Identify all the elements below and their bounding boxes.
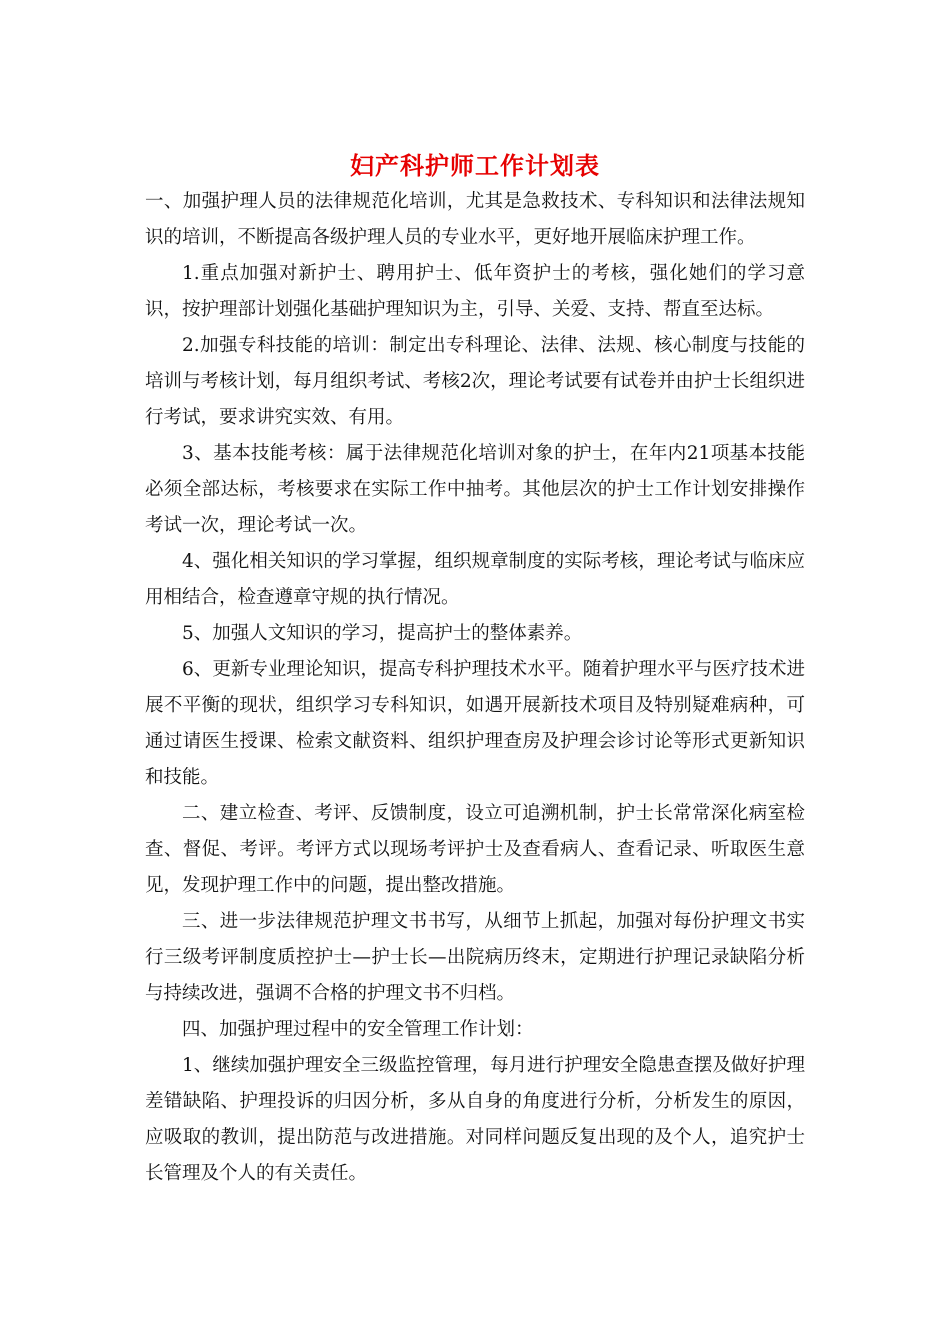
paragraph-7: 6、更新专业理论知识，提高专科护理技术水平。随着护理水平与医疗技术进展不平衡的现状，组织学习专科知识，如遇开展新技术项目及特别疑难病种，可通过请医生授课、检索文献资料、组织护理查房及护理会诊讨论等形式更新知识和技能。	[145, 659, 805, 788]
paragraph-1: 一、加强护理人员的法律规范化培训，尤其是急救技术、专科知识和法律法规知识的培训，不断提高各级护理人员的专业水平，更好地开展临床护理工作。	[145, 191, 805, 248]
paragraph-5: 4、强化相关知识的学习掌握，组织规章制度的实际考核，理论考试与临床应用相结合，检查遵章守规的执行情况。	[145, 551, 805, 608]
paragraph-6: 5、加强人文知识的学习，提高护士的整体素养。	[182, 623, 583, 644]
paragraph-4: 3、基本技能考核：属于法律规范化培训对象的护士，在年内21项基本技能必须全部达标，考核要求在实际工作中抽考。其他层次的护士工作计划安排操作考试一次，理论考试一次。	[145, 443, 805, 536]
document-page	[145, 150, 805, 1192]
paragraph-3: 2.加强专科技能的培训：制定出专科理论、法律、法规、核心制度与技能的培训与考核计划，每月组织考试、考核2次，理论考试要有试卷并由护士长组织进行考试，要求讲究实效、有用。	[145, 335, 805, 428]
paragraph-8: 二、建立检查、考评、反馈制度，设立可追溯机制，护士长常常深化病室检查、督促、考评。考评方式以现场考评护士及查看病人、查看记录、听取医生意见，发现护理工作中的问题，提出整改措施。	[145, 803, 805, 896]
document-title: 妇产科护师工作计划表	[350, 151, 600, 180]
paragraph-9: 三、进一步法律规范护理文书书写，从细节上抓起，加强对每份护理文书实行三级考评制度质控护士—护士长—出院病历终末，定期进行护理记录缺陷分析与持续改进，强调不合格的护理文书不归档。	[145, 911, 805, 1004]
paragraph-11: 1、继续加强护理安全三级监控管理，每月进行护理安全隐患查摆及做好护理差错缺陷、护理投诉的归因分析，多从自身的角度进行分析，分析发生的原因，应吸取的教训，提出防范与改进措施。对同样问题反复出现的及个人，追究护士长管理及个人的有关责任。	[145, 1055, 805, 1184]
paragraph-2: 1.重点加强对新护士、聘用护士、低年资护士的考核，强化她们的学习意识，按护理部计划强化基础护理知识为主，引导、关爱、支持、帮直至达标。	[145, 263, 805, 320]
paragraph-10: 四、加强护理过程中的安全管理工作计划：	[182, 1019, 534, 1040]
